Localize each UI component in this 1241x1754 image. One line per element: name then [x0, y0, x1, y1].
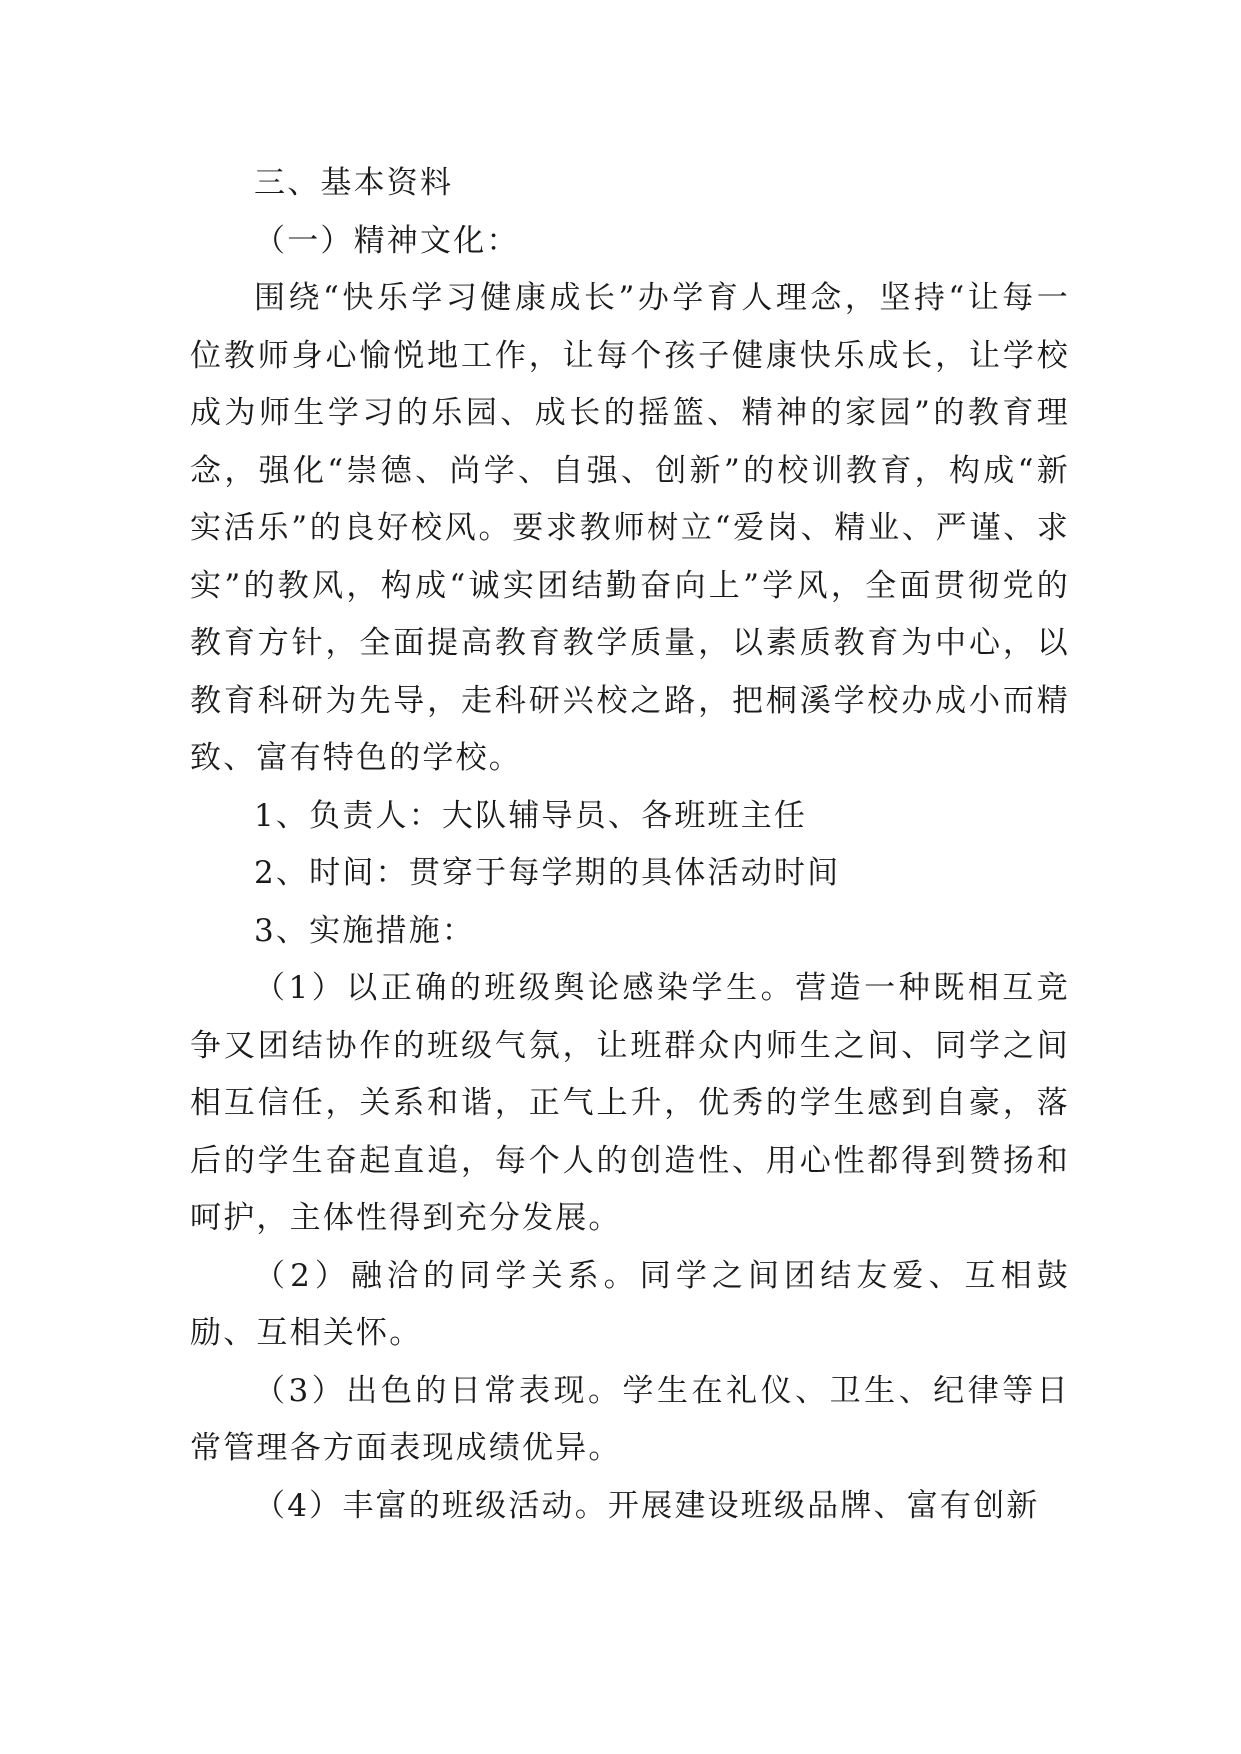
- list-item-measures: 3、实施措施：: [254, 912, 476, 949]
- list-item-time: 2、时间：贯穿于每学期的具体活动时间: [254, 855, 841, 891]
- measure-paragraph-1: （1）以正确的班级舆论感染学生。营造一种既相互竞争又团结协作的班级气氛，让班群众内师生之间、同学之间相互信任，关系和谐，正气上升，优秀的学生感到自豪，落后的学生奋起直追，每个人的创造性、用心性都得到赞扬和呵护，主体性得到充分发展。: [190, 970, 1070, 1236]
- measure-paragraph-2: （2）融洽的同学关系。同学之间团结友爱、互相鼓励、互相关怀。: [190, 1257, 1070, 1351]
- measure-paragraph-4: （4）丰富的班级活动。开展建设班级品牌、富有创新: [254, 1487, 1040, 1524]
- subsection-heading: （一）精神文化：: [254, 222, 520, 259]
- document-body: [190, 155, 1070, 1535]
- intro-paragraph: 围绕“快乐学习健康成长”办学育人理念，坚持“让每一位教师身心愉悦地工作，让每个孩子健康快乐成长，让学校成为师生学习的乐园、成长的摇篮、精神的家园”的教育理念，强化“崇德、尚学、自强、创新”的校训教育，构成“新实活乐”的良好校风。要求教师树立“爱岗、精业、严谨、求实”的教风，构成“诚实团结勤奋向上”学风，全面贯彻党的教育方针，全面提高教育教学质量，以素质教育为中心，以教育科研为先导，走科研兴校之路，把桐溪学校办成小而精致、富有特色的学校。: [190, 280, 1070, 776]
- measure-paragraph-3: （3）出色的日常表现。学生在礼仪、卫生、纪律等日常管理各方面表现成绩优异。: [190, 1372, 1070, 1466]
- list-item-responsible: 1、负责人：大队辅导员、各班班主任: [254, 797, 808, 834]
- section-heading: 三、基本资料: [254, 165, 454, 201]
